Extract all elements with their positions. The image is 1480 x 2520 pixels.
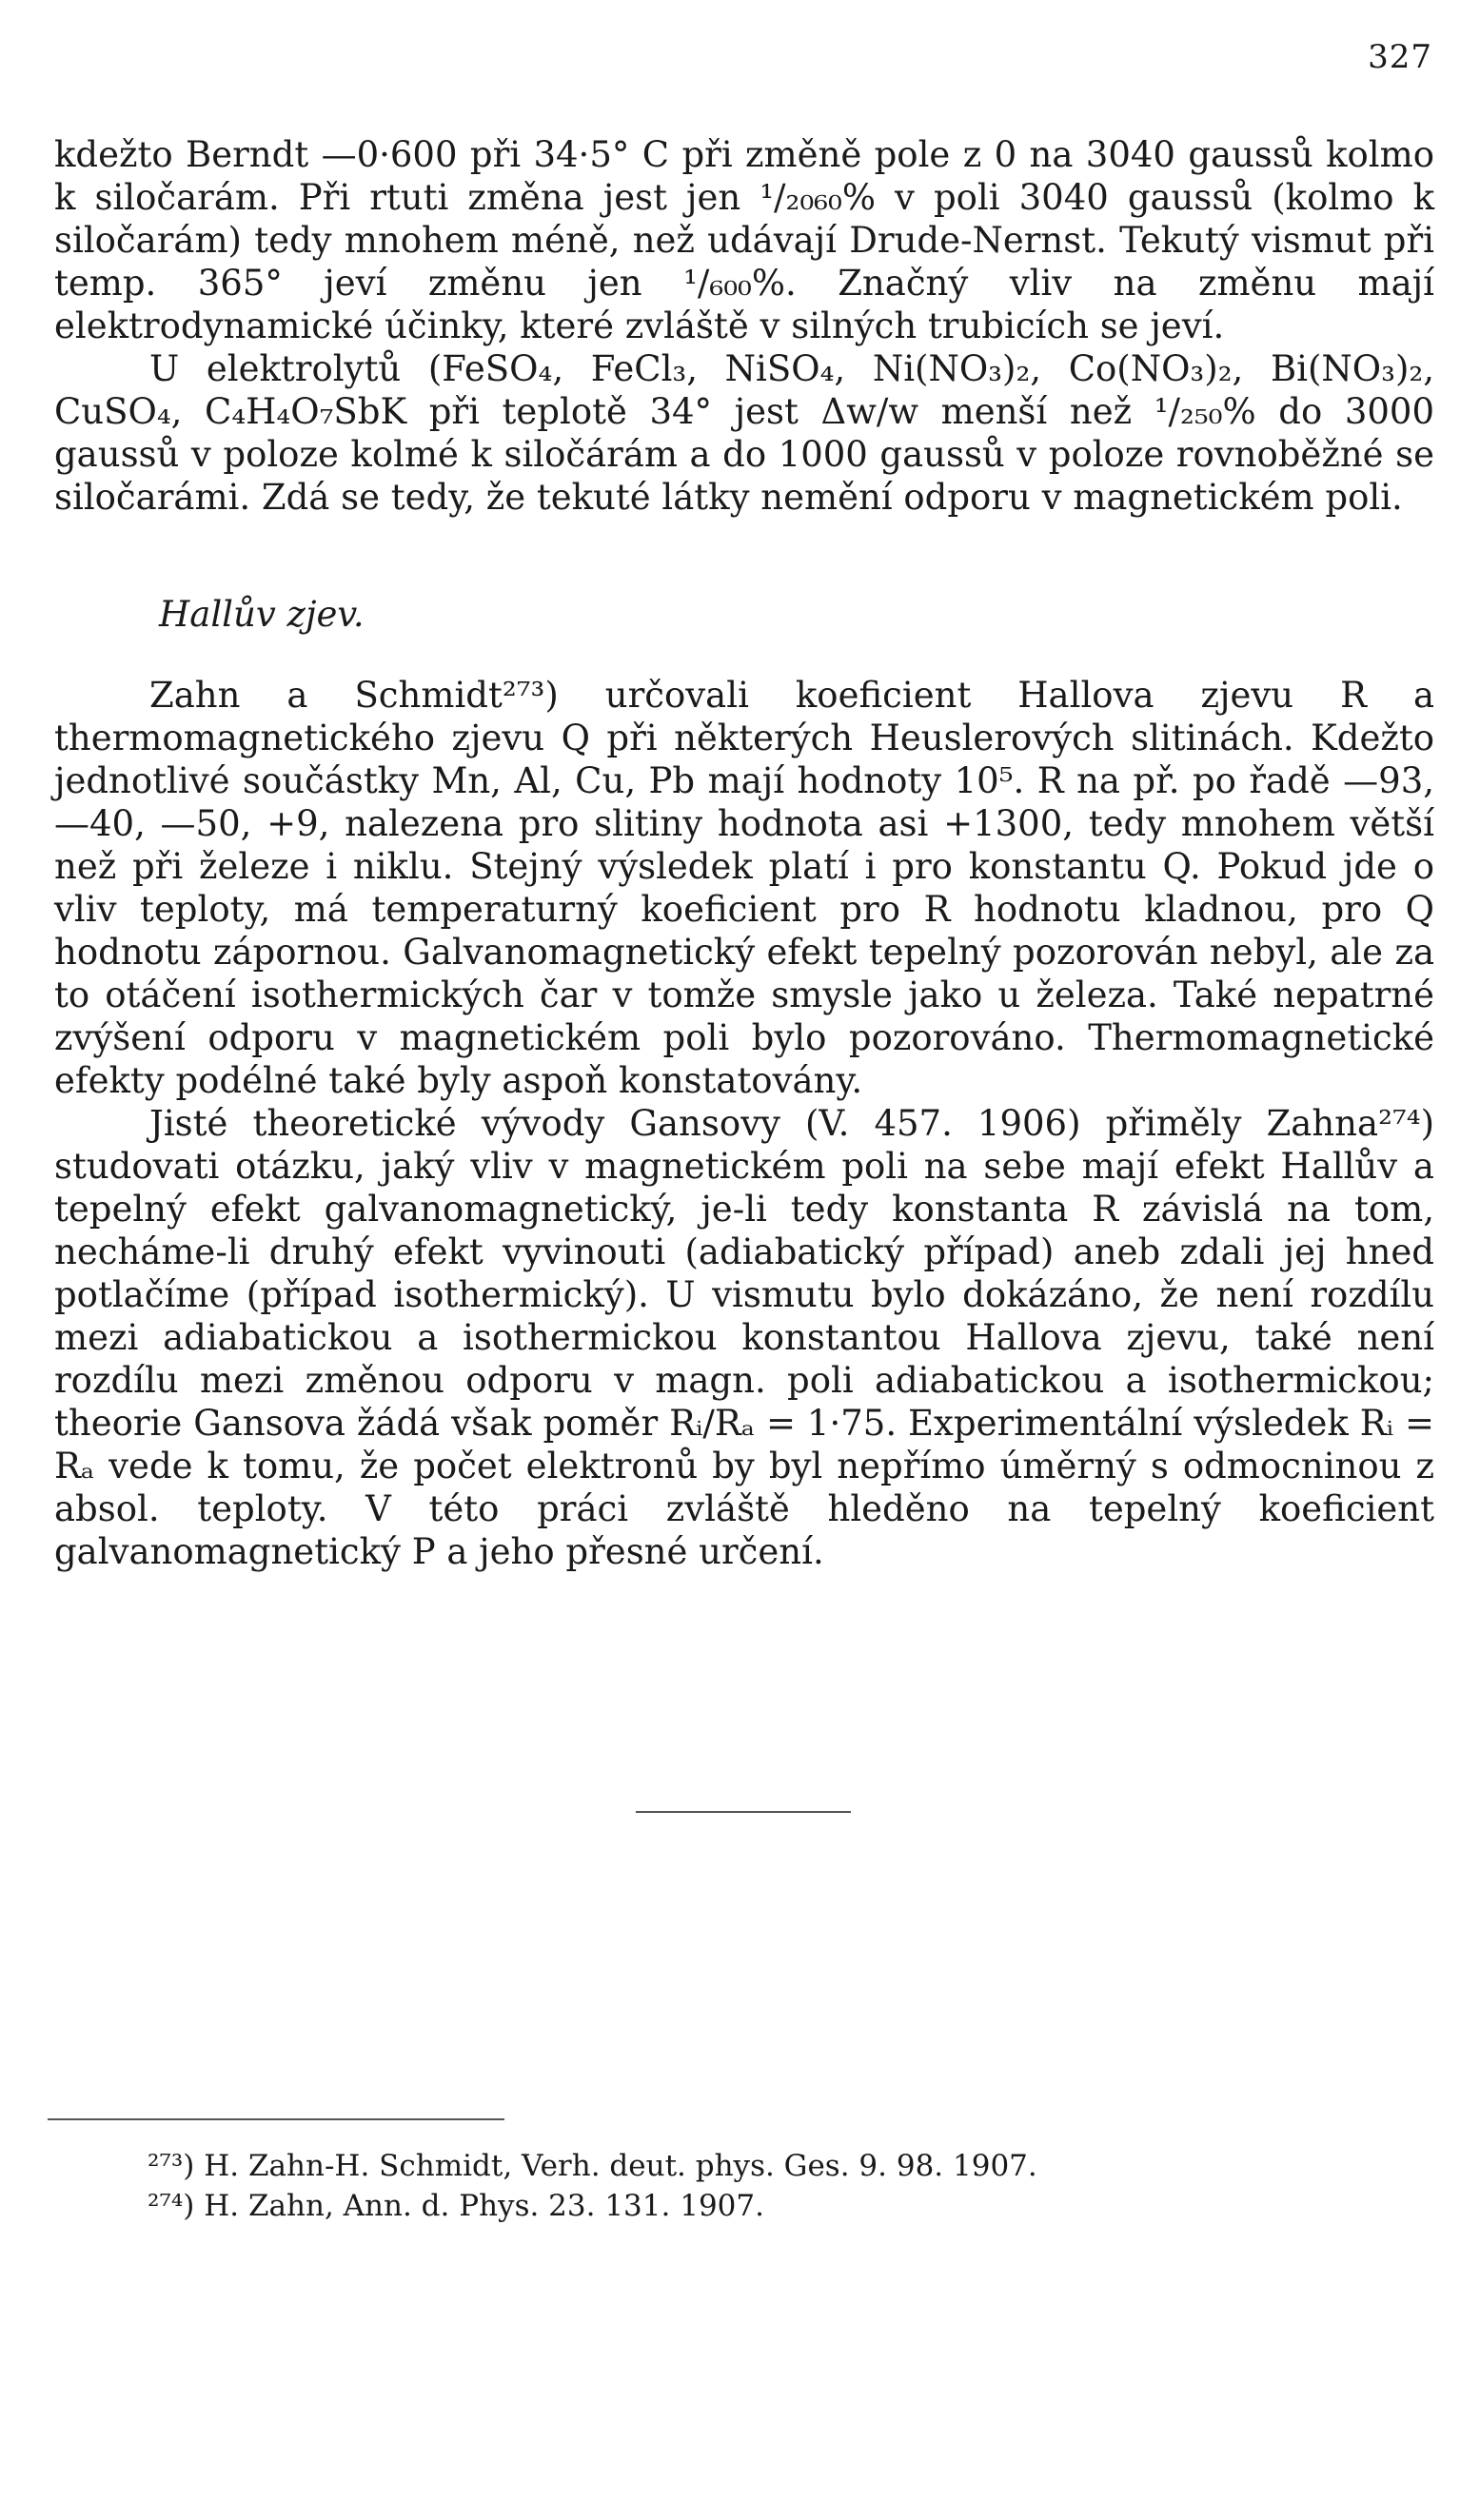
footnote-mark: ²⁷⁴) bbox=[148, 2189, 195, 2223]
main-text bbox=[54, 133, 1434, 1573]
paragraph-2: U elektrolytů (FeSO₄, FeCl₃, NiSO₄, Ni(NO₃)₂, Co(NO₃)₂, Bi(NO₃)₂, CuSO₄, C₄H₄O₇SbK při teplotě 34° jest Δw/w menší než ¹/₂₅₀% do 3000 gaussů v poloze kolmé k siločárám a do 1000 gaussů v poloze rovnoběžné se siločarámi. Zdá se tedy, že tekuté látky nemění odporu v magnetickém poli. bbox=[54, 348, 1434, 518]
paragraph-3: Zahn a Schmidt²⁷³) určovali koeficient Hallova zjevu R a thermomagnetického zjevu Q při některých Heuslerových slitinách. Kdežto jednotlivé součástky Mn, Al, Cu, Pb mají hodnoty 10⁵. R na př. po řadě —93, —40, —50, +9, nalezena pro slitiny hodnota asi +1300, tedy mnohem větší než při železe i niklu. Stejný výsledek platí i pro konstantu Q. Pokud jde o vliv teploty, má temperaturný koeficient pro R hodnotu kladnou, pro Q hodnotu zápornou. Galvanomagnetický efekt tepelný pozorován nebyl, ale za to otáčení isothermických čar v tomže smysle jako u železa. Také nepatrné zvýšení odporu v magnetickém poli bylo pozorováno. Thermomagnetické efekty podélné také byly aspoň konstatovány. bbox=[54, 675, 1434, 1101]
page-number: 327 bbox=[1368, 38, 1432, 76]
paragraph-4: Jisté theoretické vývody Gansovy (V. 457. 1906) přiměly Zahna²⁷⁴) studovati otázku, jaký vliv v magnetickém poli na sebe mají efekt Hallův a tepelný efekt galvanomagnetický, je-li tedy konstanta R závislá na tom, necháme-li druhý efekt vyvinouti (adiabatický případ) aneb zdali jej hned potlačíme (případ isothermický). U vismutu bylo dokázáno, že není rozdílu mezi adiabatickou a isothermickou konstantou Hallova zjevu, také není rozdílu mezi změnou odporu v magn. poli adiabatickou a isothermickou; theorie Gansova žádá však poměr Rᵢ/Rₐ = 1·75. Experimentální výsledek Rᵢ = Rₐ vede k tomu, že počet elektronů by byl nepřímo úměrný s odmocninou z absol. teploty. V této práci zvláště hleděno na tepelný koeficient galvanomagnetický P a jeho přesné určení. bbox=[54, 1103, 1434, 1572]
footnote-divider bbox=[48, 2118, 504, 2120]
paragraph-1: kdežto Berndt —0·600 při 34·5° C při změně pole z 0 na 3040 gaussů kolmo k siločarám. Při rtuti změna jest jen ¹/₂₀₆₀% v poli 3040 gaussů (kolmo k siločarám) tedy mnohem méně, než udávají Drude-Nernst. Tekutý vismut při temp. 365° jeví změnu jen ¹/₆₀₀%. Značný vliv na změnu mají elektrodynamické účinky, které zvláště v silných trubicích se jeví. bbox=[54, 134, 1434, 346]
section-divider bbox=[636, 1811, 851, 1813]
section-heading: Hallův zjev. bbox=[159, 594, 365, 635]
footnote-text: H. Zahn, Ann. d. Phys. 23. 131. 1907. bbox=[204, 2189, 764, 2223]
footnotes bbox=[148, 2146, 1385, 2226]
footnote-274 bbox=[148, 2186, 1385, 2226]
footnote-mark: ²⁷³) bbox=[148, 2149, 195, 2183]
footnote-273 bbox=[148, 2146, 1385, 2186]
footnote-text: H. Zahn-H. Schmidt, Verh. deut. phys. Ges. 9. 98. 1907. bbox=[204, 2149, 1037, 2183]
